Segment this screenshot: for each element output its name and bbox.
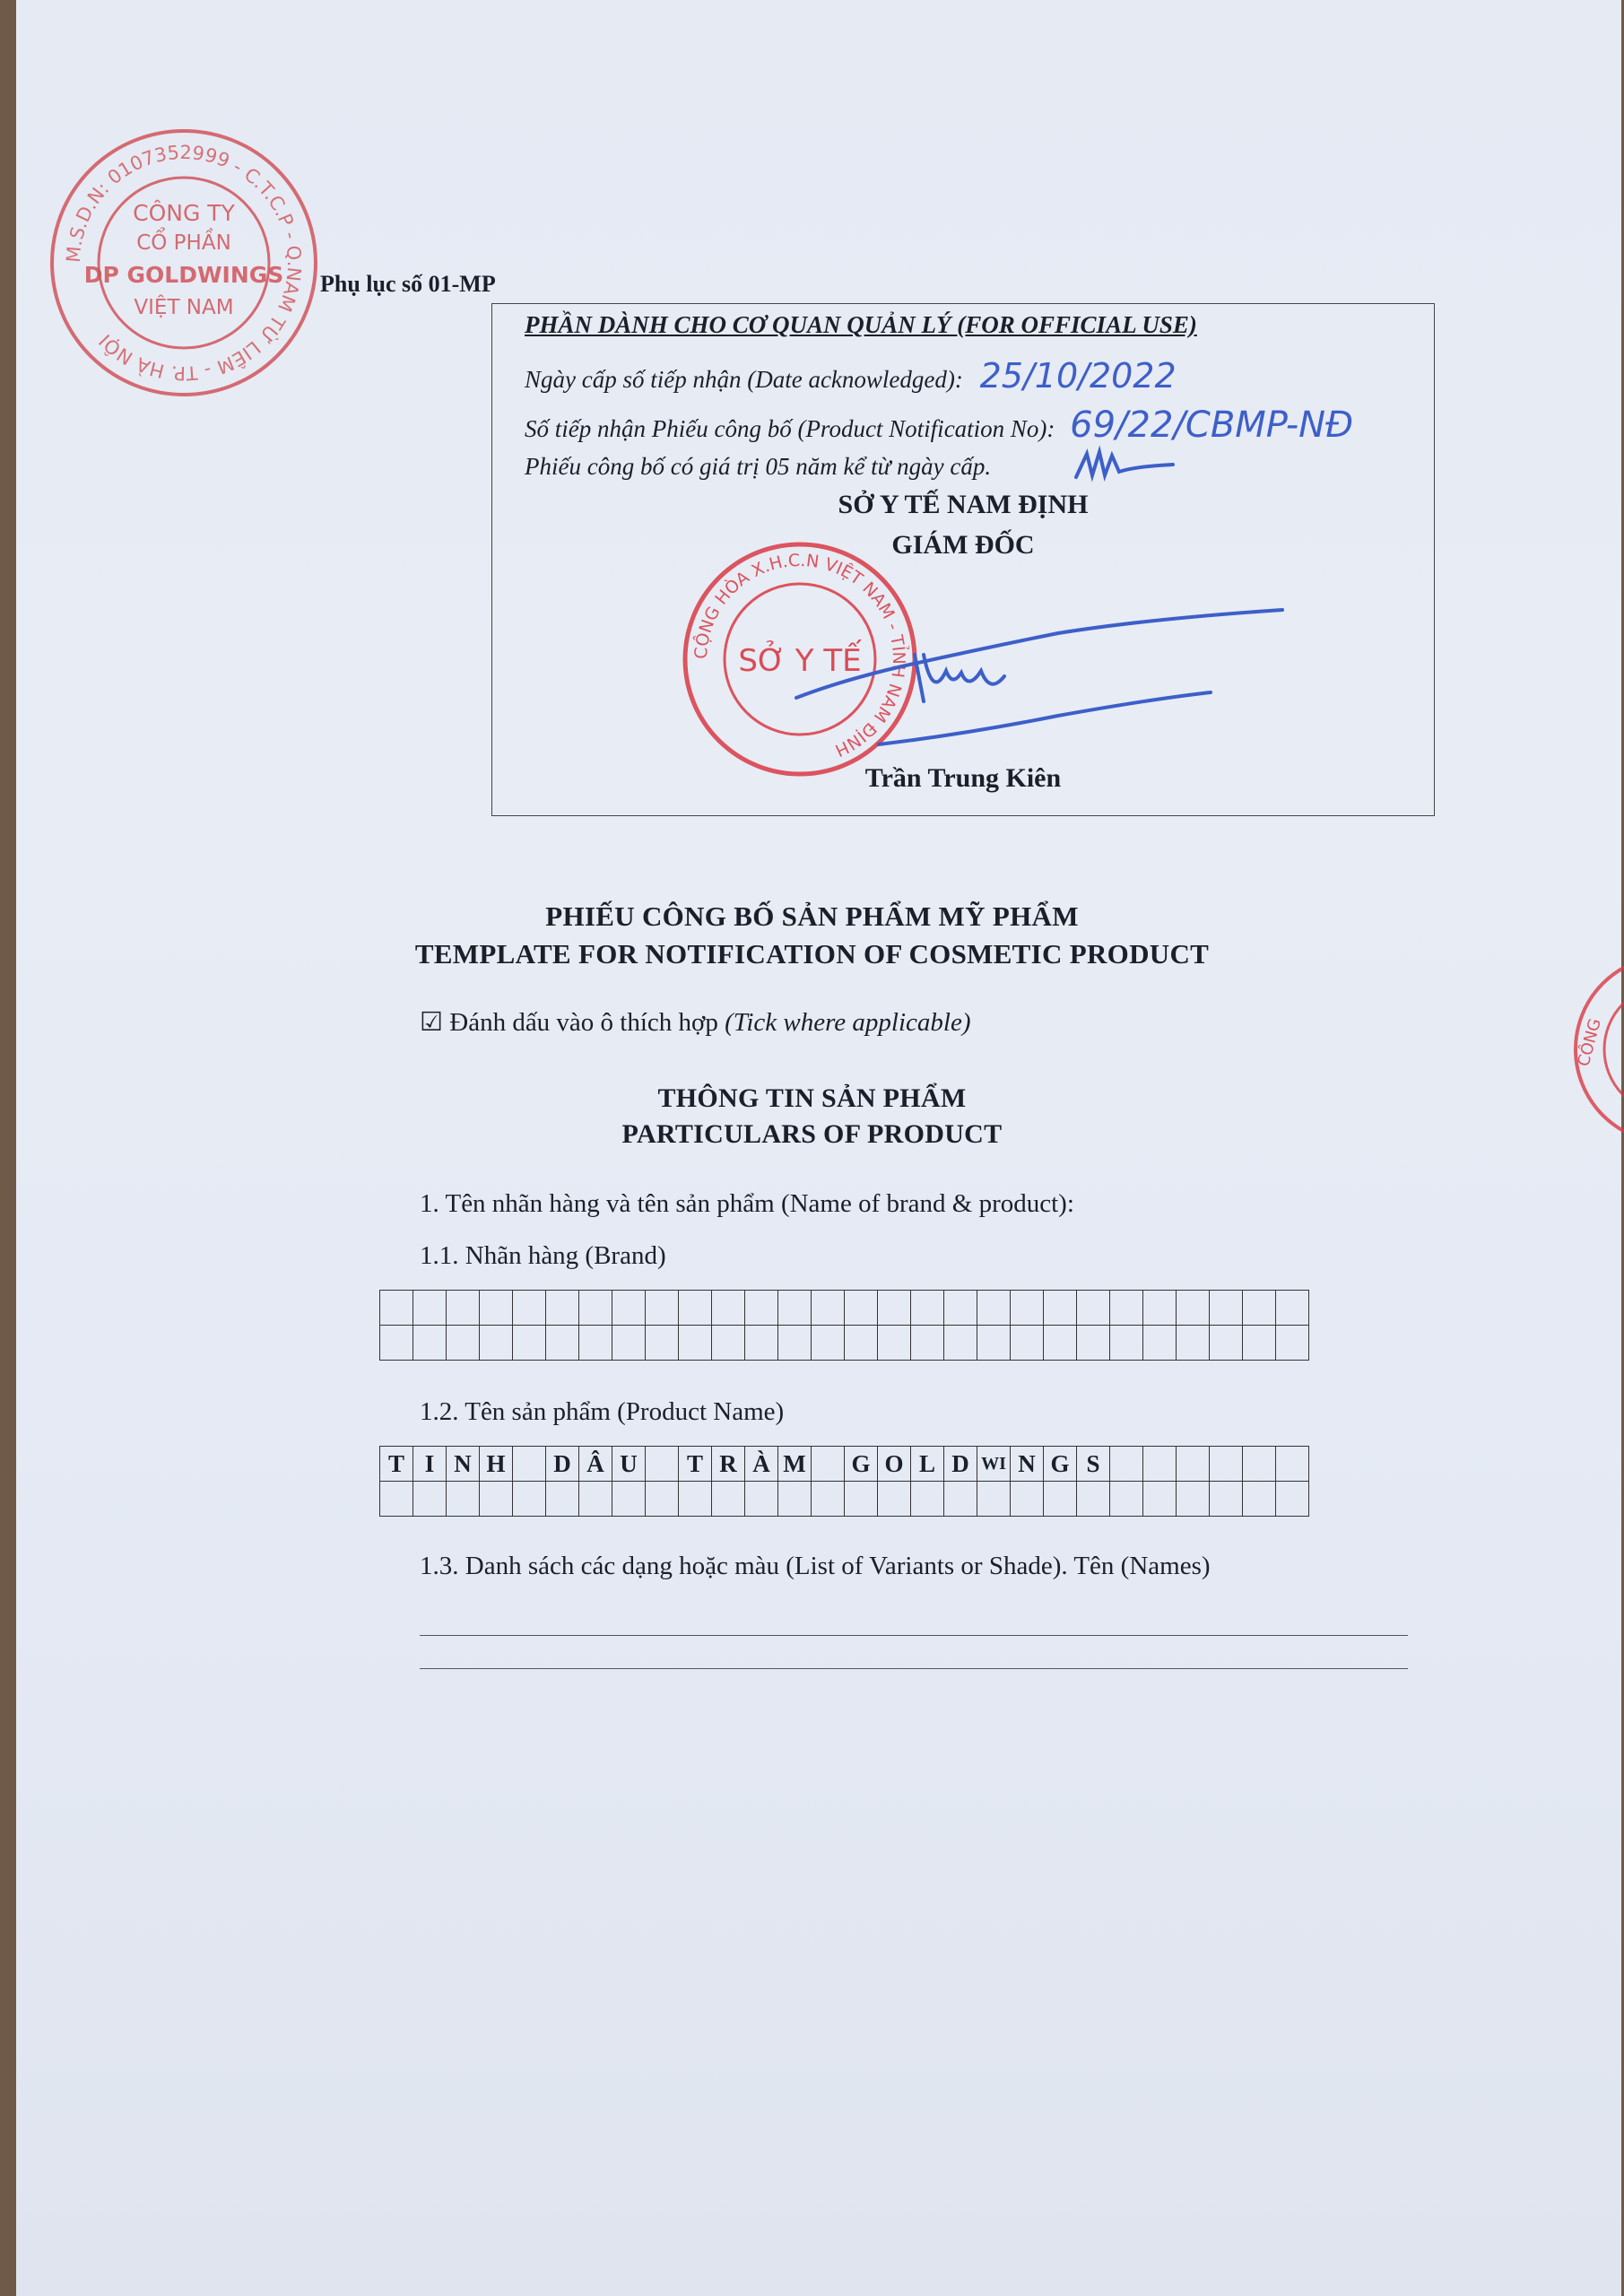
validity-label: Phiếu công bố có giá trị 05 năm kể từ ngày cấp. (525, 453, 992, 480)
product-cell: D (944, 1447, 977, 1482)
brand-cell (612, 1291, 646, 1326)
brand-cell (480, 1291, 513, 1326)
brand-cell-empty (845, 1326, 878, 1361)
item-1-3-label: 1.3. Danh sách các dạng hoặc màu (List of Variants or Shade). Tên (Names) (420, 1552, 1211, 1580)
brand-cell-empty (1276, 1326, 1309, 1361)
tick-instruction-text: Đánh dấu vào ô thích hợp (449, 1008, 718, 1037)
product-cell-empty (1276, 1482, 1309, 1517)
variants-line-1 (420, 1635, 1408, 1636)
product-cell-empty (911, 1482, 944, 1517)
product-cell (1243, 1447, 1276, 1482)
brand-cell-empty (612, 1326, 646, 1361)
product-cell-empty (413, 1482, 447, 1517)
brand-cell (1143, 1291, 1177, 1326)
tick-instruction (420, 1006, 971, 1038)
product-cell: N (1011, 1447, 1044, 1482)
brand-cell-empty (944, 1326, 977, 1361)
brand-cell (911, 1291, 944, 1326)
product-cell: R (712, 1447, 745, 1482)
company-stamp (36, 115, 332, 411)
product-cell: Â (579, 1447, 612, 1482)
item-1-2-label: 1.2. Tên sản phẩm (Product Name) (420, 1397, 785, 1426)
product-cell: À (745, 1447, 778, 1482)
company-stamp-line4: VIỆT NAM (134, 296, 234, 319)
brand-cell (1210, 1291, 1243, 1326)
official-stamp-ring-text: CỘNG HÒA X.H.C.N VIỆT NAM - TỈNH NAM ĐỊNH (690, 550, 909, 761)
date-acknowledged-label: Ngày cấp số tiếp nhận (Date acknowledged): (525, 366, 963, 393)
edge-stamp-text: CÔNG (1574, 1016, 1605, 1069)
brand-cell-empty (579, 1326, 612, 1361)
brand-cell (944, 1291, 977, 1326)
product-cell-empty (447, 1482, 480, 1517)
company-stamp-ring-text: M.S.D.N: 0107352999 - C.T.C.P - Q.NAM TỪ LIÊM - TP. HÀ NỘI (62, 141, 306, 385)
brand-cell (679, 1291, 712, 1326)
product-cell: L (911, 1447, 944, 1482)
date-acknowledged-row (525, 356, 1177, 396)
product-cell (1143, 1447, 1177, 1482)
product-cell (812, 1447, 845, 1482)
tick-instruction-text-en: (Tick where applicable) (725, 1008, 971, 1037)
brand-cell-empty (380, 1326, 413, 1361)
form-title-vi: PHIẾU CÔNG BỐ SẢN PHẨM MỸ PHẨM (545, 900, 1079, 932)
product-cell-empty (745, 1482, 778, 1517)
brand-cell-empty (413, 1326, 447, 1361)
product-cell-empty (612, 1482, 646, 1517)
signer-name: Trần Trung Kiên (864, 763, 1062, 793)
product-cell-empty (977, 1482, 1011, 1517)
official-stamp-center: SỞ Y TẾ (738, 643, 862, 679)
brand-cell-empty (1177, 1326, 1210, 1361)
product-cell: I (413, 1447, 447, 1482)
product-cell-empty (845, 1482, 878, 1517)
brand-cell (1077, 1291, 1110, 1326)
brand-cell (1110, 1291, 1143, 1326)
brand-cell-empty (745, 1326, 778, 1361)
brand-cell (845, 1291, 878, 1326)
notification-number-value: 69/22/CBMP-NĐ (1070, 404, 1354, 446)
product-cell (646, 1447, 679, 1482)
product-cell-empty (513, 1482, 546, 1517)
brand-cell (812, 1291, 845, 1326)
brand-cell (712, 1291, 745, 1326)
section-title-vi: THÔNG TIN SẢN PHẨM (657, 1083, 967, 1113)
product-cell: T (380, 1447, 413, 1482)
product-cell-empty (380, 1482, 413, 1517)
product-cell (513, 1447, 546, 1482)
product-cell-empty (579, 1482, 612, 1517)
initials-mark (1073, 445, 1180, 490)
brand-cell-empty (712, 1326, 745, 1361)
product-cell-empty (1177, 1482, 1210, 1517)
notification-number-row (525, 404, 1353, 446)
brand-cell (977, 1291, 1011, 1326)
brand-cell-empty (1143, 1326, 1177, 1361)
brand-cell-empty (1077, 1326, 1110, 1361)
product-cell: G (845, 1447, 878, 1482)
signer-position: GIÁM ĐỐC (891, 530, 1035, 560)
company-stamp-line2: CỔ PHẦN (136, 231, 231, 255)
director-signature (789, 601, 1291, 780)
product-cell-empty (812, 1482, 845, 1517)
variants-line-2 (420, 1668, 1408, 1669)
product-cell-empty (1077, 1482, 1110, 1517)
brand-cell (1243, 1291, 1276, 1326)
brand-cell (380, 1291, 413, 1326)
brand-cell-empty (878, 1326, 911, 1361)
brand-grid (379, 1290, 1309, 1361)
brand-cell-empty (911, 1326, 944, 1361)
product-cell-empty (480, 1482, 513, 1517)
section-title-en: PARTICULARS OF PRODUCT (621, 1119, 1003, 1149)
brand-cell-empty (546, 1326, 579, 1361)
product-cell: U (612, 1447, 646, 1482)
product-cell-empty (546, 1482, 579, 1517)
brand-cell-empty (679, 1326, 712, 1361)
product-cell: G (1044, 1447, 1077, 1482)
date-acknowledged-value: 25/10/2022 (979, 356, 1177, 396)
brand-cell-empty (977, 1326, 1011, 1361)
brand-cell-empty (480, 1326, 513, 1361)
brand-cell (646, 1291, 679, 1326)
product-cell: D (546, 1447, 579, 1482)
product-cell: S (1077, 1447, 1110, 1482)
product-cell-empty (1143, 1482, 1177, 1517)
brand-cell-empty (513, 1326, 546, 1361)
product-cell (1210, 1447, 1243, 1482)
official-use-title: PHẦN DÀNH CHO CƠ QUAN QUẢN LÝ (FOR OFFICIAL USE) (525, 311, 1197, 338)
brand-cell (513, 1291, 546, 1326)
checkbox-icon: ☑ (420, 1008, 443, 1037)
product-cell-empty (1110, 1482, 1143, 1517)
brand-cell (546, 1291, 579, 1326)
product-cell-empty (1210, 1482, 1243, 1517)
validity-row (525, 453, 991, 481)
brand-cell-empty (447, 1326, 480, 1361)
brand-cell (579, 1291, 612, 1326)
product-cell-empty (1243, 1482, 1276, 1517)
brand-cell-empty (1011, 1326, 1044, 1361)
product-cell-empty (679, 1482, 712, 1517)
product-cell (1110, 1447, 1143, 1482)
product-cell-empty (944, 1482, 977, 1517)
brand-cell (447, 1291, 480, 1326)
brand-cell (1011, 1291, 1044, 1326)
product-cell-empty (1044, 1482, 1077, 1517)
notification-number-label: Số tiếp nhận Phiếu công bố (Product Notification No): (525, 415, 1055, 442)
brand-cell-empty (1044, 1326, 1077, 1361)
brand-cell-empty (778, 1326, 812, 1361)
product-cell: H (480, 1447, 513, 1482)
item-1-label: 1. Tên nhãn hàng và tên sản phẩm (Name of brand & product): (420, 1189, 1074, 1218)
product-cell: T (679, 1447, 712, 1482)
edge-stamp-fragment (1561, 951, 1624, 1148)
product-cell-empty (878, 1482, 911, 1517)
brand-cell (745, 1291, 778, 1326)
product-cell-empty (646, 1482, 679, 1517)
brand-cell (878, 1291, 911, 1326)
company-stamp-line1: CÔNG TY (133, 200, 235, 226)
product-cell (1177, 1447, 1210, 1482)
product-cell: WI (977, 1447, 1011, 1482)
appendix-label: Phụ lục số 01-MP (320, 271, 496, 297)
item-1-1-label: 1.1. Nhãn hàng (Brand) (420, 1241, 666, 1270)
form-title-en: TEMPLATE FOR NOTIFICATION OF COSMETIC PRODUCT (414, 938, 1210, 970)
brand-cell (778, 1291, 812, 1326)
product-cell: M (778, 1447, 812, 1482)
product-cell: O (878, 1447, 911, 1482)
product-cell-empty (778, 1482, 812, 1517)
product-name-grid (379, 1446, 1309, 1517)
brand-cell (1177, 1291, 1210, 1326)
brand-cell (413, 1291, 447, 1326)
product-cell-empty (712, 1482, 745, 1517)
brand-cell-empty (1210, 1326, 1243, 1361)
company-stamp-line3: DP GOLDWINGS (83, 262, 284, 288)
product-cell-empty (1011, 1482, 1044, 1517)
product-cell (1276, 1447, 1309, 1482)
brand-cell-empty (646, 1326, 679, 1361)
brand-cell-empty (1243, 1326, 1276, 1361)
brand-cell (1276, 1291, 1309, 1326)
brand-cell (1044, 1291, 1077, 1326)
product-cell: N (447, 1447, 480, 1482)
issuing-authority: SỞ Y TẾ NAM ĐỊNH (838, 490, 1089, 519)
brand-cell-empty (812, 1326, 845, 1361)
brand-cell-empty (1110, 1326, 1143, 1361)
